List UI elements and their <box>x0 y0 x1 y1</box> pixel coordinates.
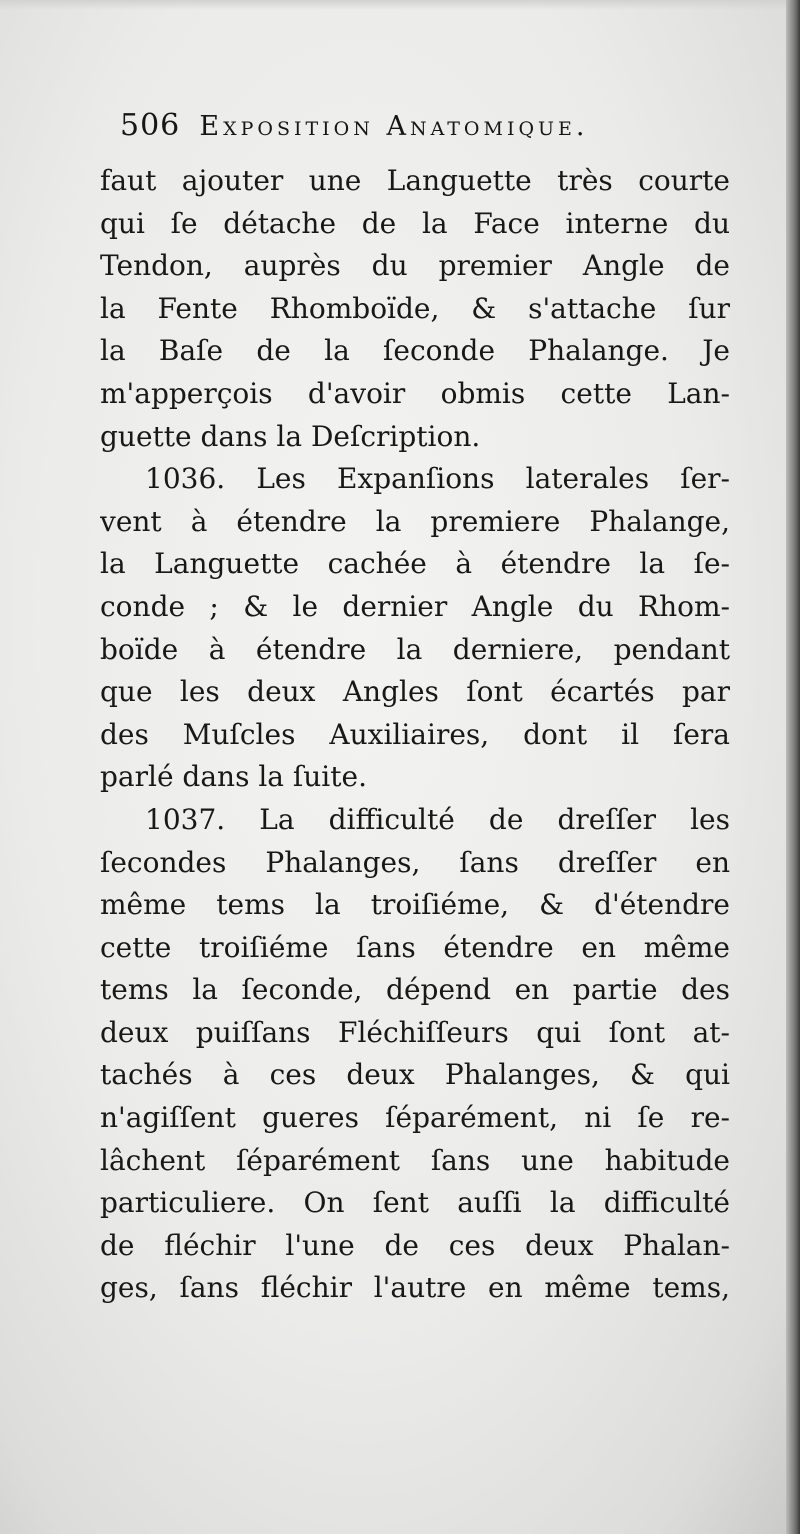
text-line: parlé dans la ſuite. <box>100 760 367 794</box>
text-line: de fléchir l'une de ces deux Phalan- <box>100 1228 730 1262</box>
page-top-edge <box>0 0 800 10</box>
text-line: tems la ſeconde, dépend en partie des <box>100 973 730 1007</box>
text-line: Tendon, auprès du premier Angle de <box>100 249 730 283</box>
running-title: Exposition Anatomique. <box>199 111 589 142</box>
running-head <box>120 108 720 158</box>
text-line: m'apperçois d'avoir obmis cette Lan- <box>100 376 730 410</box>
page-number: 506 <box>120 108 181 143</box>
text-line: lâchent ſéparément ſans une habitude <box>100 1143 730 1177</box>
text-line: la Baſe de la ſeconde Phalange. Je <box>100 334 730 368</box>
text-line: conde ; & le dernier Angle du Rhom- <box>100 589 730 623</box>
text-line: faut ajouter une Languette très courte <box>100 164 730 197</box>
paragraph-1037-start: 1037. La difficulté de dreſſer les <box>145 802 730 836</box>
text-line: la Fente Rhomboïde, & s'attache ſur <box>100 291 730 325</box>
text-line: que les deux Angles ſont écartés par <box>100 675 730 709</box>
text-line: particuliere. On ſent auſſi la difficulté <box>100 1186 730 1220</box>
text-line: même tems la troiſiéme, & d'étendre <box>100 888 730 922</box>
text-line: des Muſcles Auxiliaires, dont il ſera <box>100 717 730 751</box>
text-line: guette dans la Deſcription. <box>100 419 481 453</box>
text-line: deux puiſſans Fléchiſſeurs qui ſont at- <box>100 1015 730 1049</box>
text-line: cette troiſiéme ſans étendre en même <box>100 930 730 964</box>
text-line: la Languette cachée à étendre la ſe- <box>100 547 730 581</box>
text-line: ges, ſans fléchir l'autre en même tems, <box>100 1271 730 1305</box>
text-line: vent à étendre la premiere Phalange, <box>100 504 730 538</box>
text-line: ſecondes Phalanges, ſans dreſſer en <box>100 845 730 879</box>
paragraph-1036-start: 1036. Les Expanſions laterales ſer- <box>145 462 730 496</box>
text-line: tachés à ces deux Phalanges, & qui <box>100 1058 730 1092</box>
page-gutter-shadow <box>786 0 800 1534</box>
body-text <box>100 160 730 1310</box>
text-line: qui ſe détache de la Face interne du <box>100 206 730 240</box>
text-line: n'agiſſent gueres ſéparément, ni ſe re- <box>100 1101 730 1135</box>
text-line: boïde à étendre la derniere, pendant <box>100 632 730 666</box>
